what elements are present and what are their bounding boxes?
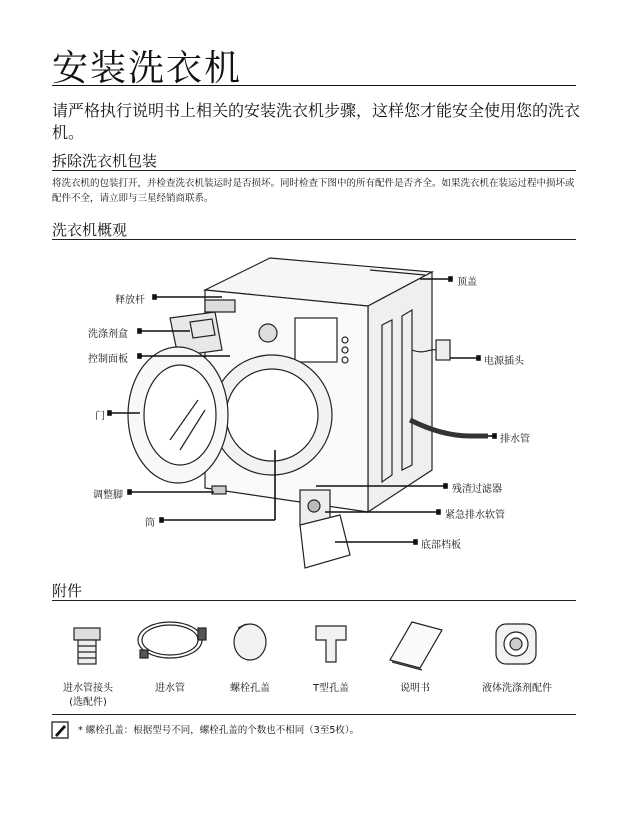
label-release-lever: 释放杆 — [115, 295, 145, 306]
label-emergency-drain-tube: 紧急排水软管 — [445, 510, 505, 521]
label-detergent-drawer: 洗涤剂盒 — [88, 329, 128, 340]
overview-heading: 洗衣机概观 — [52, 221, 128, 239]
accessory-label-t-cap: T型孔盖 — [312, 683, 350, 694]
label-door: 门 — [95, 411, 105, 422]
label-drain-hose: 排水管 — [500, 434, 530, 445]
accessory-label-water-hose: 进水管 — [155, 683, 185, 694]
label-top-cover: 顶盖 — [457, 277, 477, 288]
label-control-panel: 控制面板 — [88, 354, 128, 365]
label-bottom-cover: 底部档板 — [421, 540, 461, 551]
unpack-heading: 拆除洗衣机包装 — [52, 152, 158, 170]
label-drum: 筒 — [145, 518, 155, 529]
label-debris-filter: 残渣过滤器 — [452, 484, 502, 495]
label-power-plug: 电源插头 — [484, 356, 524, 367]
pencil-note-icon — [52, 722, 68, 738]
page-title: 安装洗衣机 — [52, 48, 243, 89]
accessory-label-bolt-cap: 螺栓孔盖 — [230, 683, 270, 694]
intro-text: 请严格执行说明书上相关的安装洗衣机步骤，这样您才能安全使用您的洗衣机。 — [52, 101, 581, 142]
note-text: * 螺栓孔盖：根据型号不同，螺栓孔盖的个数也不相同（3至5枚）。 — [78, 725, 360, 736]
accessory-label-hose-connector: 进水管接头 (选配件) — [63, 683, 113, 708]
accessory-label-liquid-detergent: 液体洗涤剂配件 — [482, 683, 552, 694]
label-adjust-feet: 调整脚 — [93, 490, 123, 501]
unpack-text: 将洗衣机的包装打开，并检查洗衣机装运时是否损坏。同时检查下图中的所有配件是否齐全。如果洗衣机在装运过程中损坏或配件不全，请立即与三星经销商联系。 — [52, 178, 575, 204]
accessory-label-manual: 说明书 — [400, 683, 430, 694]
accessories-heading: 附件 — [52, 582, 83, 600]
